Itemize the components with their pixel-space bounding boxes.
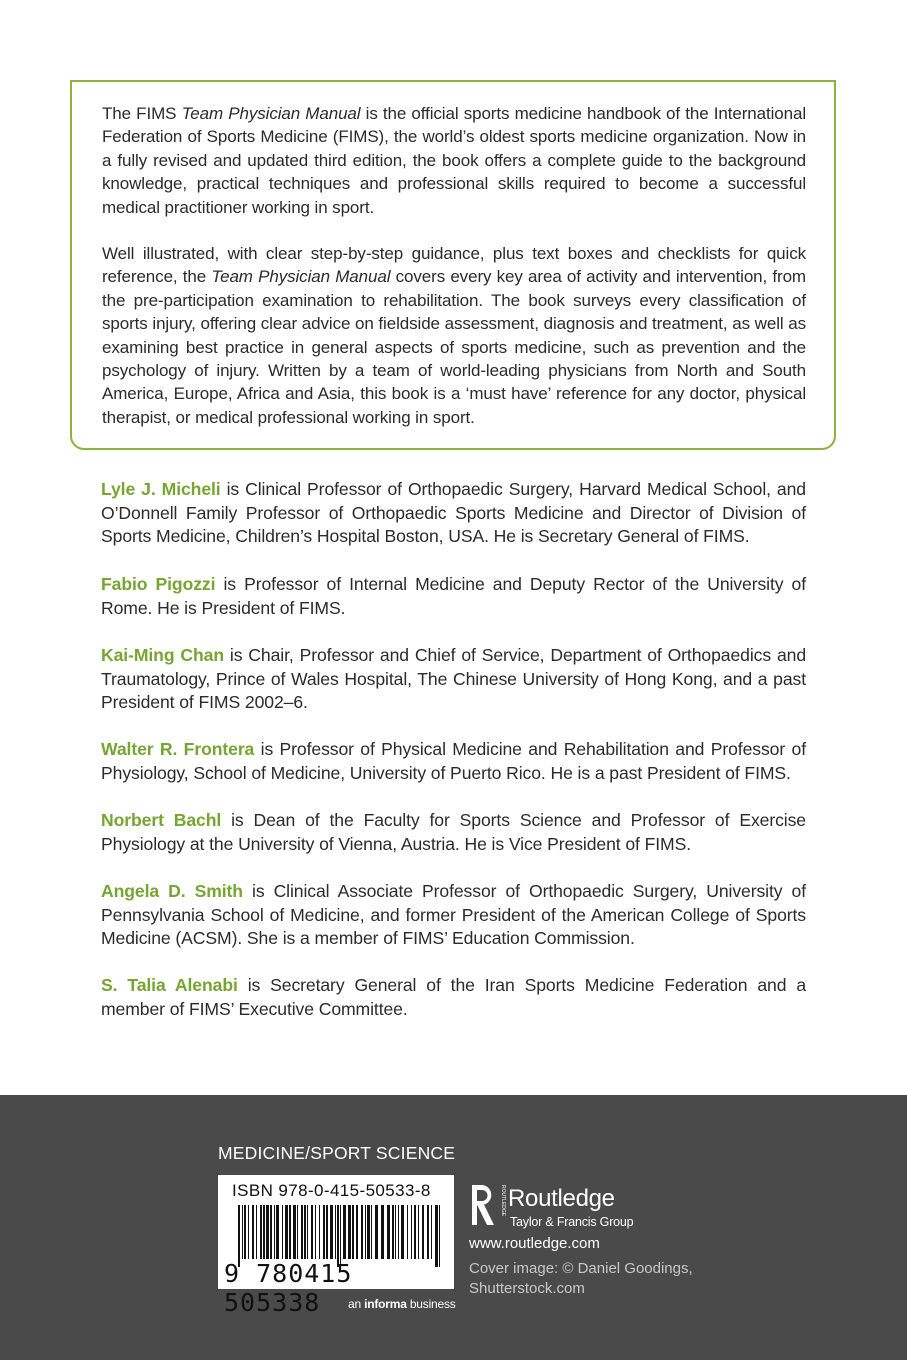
description-paragraph-2: Well illustrated, with clear step-by-step guidance, plus text boxes and checklists for quick reference, the Team Physician Manual covers every key area of activity and intervention, from the pre-participation examination to rehabilitation. The book surveys every classification of sports injury, offering clear advice on fieldside assessment, diagnosis and treatment, as well as examining best practice in general aspects of sports medicine, such as prevention and the psychology of injury. Written by a team of world-leading physicians from North and South America, Europe, Africa and Asia, this book is a ‘must have’ reference for any doctor, physical therapist, or medical professional working in sport. xyxy=(102,244,806,427)
barcode-bar xyxy=(414,1205,416,1259)
barcode-bar xyxy=(276,1205,279,1259)
barcode-bar xyxy=(323,1205,325,1259)
barcode-digits: 9 780415 505338 xyxy=(224,1259,353,1317)
barcode-bar xyxy=(274,1205,275,1259)
barcode-bar xyxy=(301,1205,303,1259)
bio-bachl: Norbert Bachl is Dean of the Faculty for Sports Science and Professor of Exercise Physiology at the University of Vienna, Austria. He is Vice President of FIMS. xyxy=(101,810,806,854)
barcode-bar xyxy=(398,1205,399,1259)
bio-alenabi: S. Talia Alenabi is Secretary General of the Iran Sports Medicine Federation and a member of FIMS’ Executive Committee. xyxy=(101,975,806,1019)
barcode-bar xyxy=(335,1205,336,1259)
author-name: Kai-Ming Chan xyxy=(101,645,224,665)
bio-pigozzi: Fabio Pigozzi is Professor of Internal Medicine and Deputy Rector of the University of Rome. He is President of FIMS. xyxy=(101,574,806,618)
cover-image-credit: Cover image: © Daniel Goodings, Shutterstock.com xyxy=(469,1260,693,1297)
routledge-logo-icon xyxy=(468,1183,504,1227)
publisher-group: Taylor & Francis Group xyxy=(510,1215,634,1229)
author-name: Walter R. Frontera xyxy=(101,739,255,759)
publisher-website-link[interactable]: www.routledge.com xyxy=(469,1235,600,1252)
barcode-bar xyxy=(260,1205,262,1259)
barcode-bar xyxy=(422,1205,424,1259)
barcode-bar xyxy=(315,1205,316,1259)
barcode-bar xyxy=(337,1205,339,1267)
barcode-bar xyxy=(435,1205,438,1267)
barcode-bar xyxy=(297,1205,298,1259)
barcode-bar xyxy=(375,1205,378,1259)
bio-chan: Kai-Ming Chan is Chair, Professor and Chief of Service, Department of Orthopaedics and Traumatology, Prince of Wales Hospital, The Chinese University of Hong Kong, and a past President of FIMS 2002–6. xyxy=(101,645,806,712)
svg-text:ROUTLEDGE: ROUTLEDGE xyxy=(500,1185,506,1217)
book-title-italic: Team Physician Manual xyxy=(211,267,391,287)
barcode-bar xyxy=(330,1205,333,1259)
barcode-bar xyxy=(307,1205,308,1259)
barcode-bar xyxy=(242,1205,243,1259)
barcode-bar xyxy=(439,1205,440,1267)
bio-frontera: Walter R. Frontera is Professor of Physical Medicine and Rehabilitation and Professor of Physiology, School of Medicine, University of Puerto Rico. He is a past President of FIMS. xyxy=(101,739,806,783)
barcode-bar xyxy=(381,1205,384,1259)
barcode-bar xyxy=(356,1205,358,1259)
barcode-bar xyxy=(371,1205,372,1259)
author-name: S. Talia Alenabi xyxy=(101,975,238,995)
barcode-bar xyxy=(395,1205,396,1259)
author-name: Norbert Bachl xyxy=(101,810,222,830)
barcode-bar xyxy=(293,1205,296,1259)
isbn-label: ISBN 978-0-415-50533-8 xyxy=(232,1181,431,1200)
barcode-bar xyxy=(427,1205,429,1259)
barcode-bar xyxy=(244,1205,246,1259)
barcode-bar xyxy=(289,1205,291,1259)
barcode-bar xyxy=(387,1205,390,1259)
author-name: Angela D. Smith xyxy=(101,881,243,901)
bio-smith: Angela D. Smith is Clinical Associate Professor of Orthopaedic Surgery, University of Pennsylvania School of Medicine, and former President of the American College of Sports Medicine (ACSM). She is a member of FIMS’ Education Commission. xyxy=(101,881,806,948)
barcode-bar xyxy=(411,1205,412,1259)
barcode-bar xyxy=(367,1205,370,1259)
barcode-bar xyxy=(431,1205,432,1259)
barcode-bar xyxy=(248,1205,249,1259)
barcode-bar xyxy=(256,1205,257,1259)
barcode-bar xyxy=(282,1205,283,1259)
barcode-bar xyxy=(407,1205,408,1259)
bio-micheli: Lyle J. Micheli is Clinical Professor of Orthopaedic Surgery, Harvard Medical School, and O’Donnell Family Professor of Orthopaedic Sports Medicine and Director of Division of Sports Medicine, Children’s Hospital Boston, USA. He is Secretary General of FIMS. xyxy=(101,479,806,546)
barcode-bar xyxy=(340,1205,341,1267)
publisher-name: Routledge xyxy=(508,1185,615,1212)
barcode-bar xyxy=(266,1205,269,1259)
barcode-bar xyxy=(418,1205,419,1259)
barcode-bar xyxy=(392,1205,394,1259)
author-name: Lyle J. Micheli xyxy=(101,479,221,499)
barcode-bar xyxy=(401,1205,404,1259)
description-box xyxy=(70,80,836,450)
barcode-bar xyxy=(304,1205,306,1259)
barcode-bar xyxy=(343,1205,346,1259)
barcode-bar xyxy=(263,1205,265,1259)
barcode-bar xyxy=(365,1205,366,1259)
barcode-bar xyxy=(326,1205,328,1259)
barcode-bar xyxy=(270,1205,272,1259)
barcode-bar xyxy=(285,1205,288,1259)
barcode-bar xyxy=(319,1205,320,1259)
barcode-bar xyxy=(252,1205,254,1259)
footer-band xyxy=(0,1095,907,1360)
barcode-bar xyxy=(361,1205,363,1259)
subject-category: MEDICINE/SPORT SCIENCE xyxy=(218,1143,456,1163)
book-title-italic: Team Physician Manual xyxy=(181,104,361,123)
barcode-bar xyxy=(348,1205,351,1259)
informa-tagline: an informa business xyxy=(348,1297,456,1311)
author-name: Fabio Pigozzi xyxy=(101,574,216,594)
barcode-bar xyxy=(238,1205,240,1267)
description-paragraph-1: The FIMS Team Physician Manual is the official sports medicine handbook of the International Federation of Sports Medicine (FIMS), the world’s oldest sports medicine organization. Now in a fully revised and updated third edition, the book offers a complete guide to the background knowledge, practical techniques and professional skills required to become a successful medical practitioner working in sport. xyxy=(102,104,807,217)
barcode-bar xyxy=(352,1205,354,1259)
barcode-bar xyxy=(311,1205,313,1259)
